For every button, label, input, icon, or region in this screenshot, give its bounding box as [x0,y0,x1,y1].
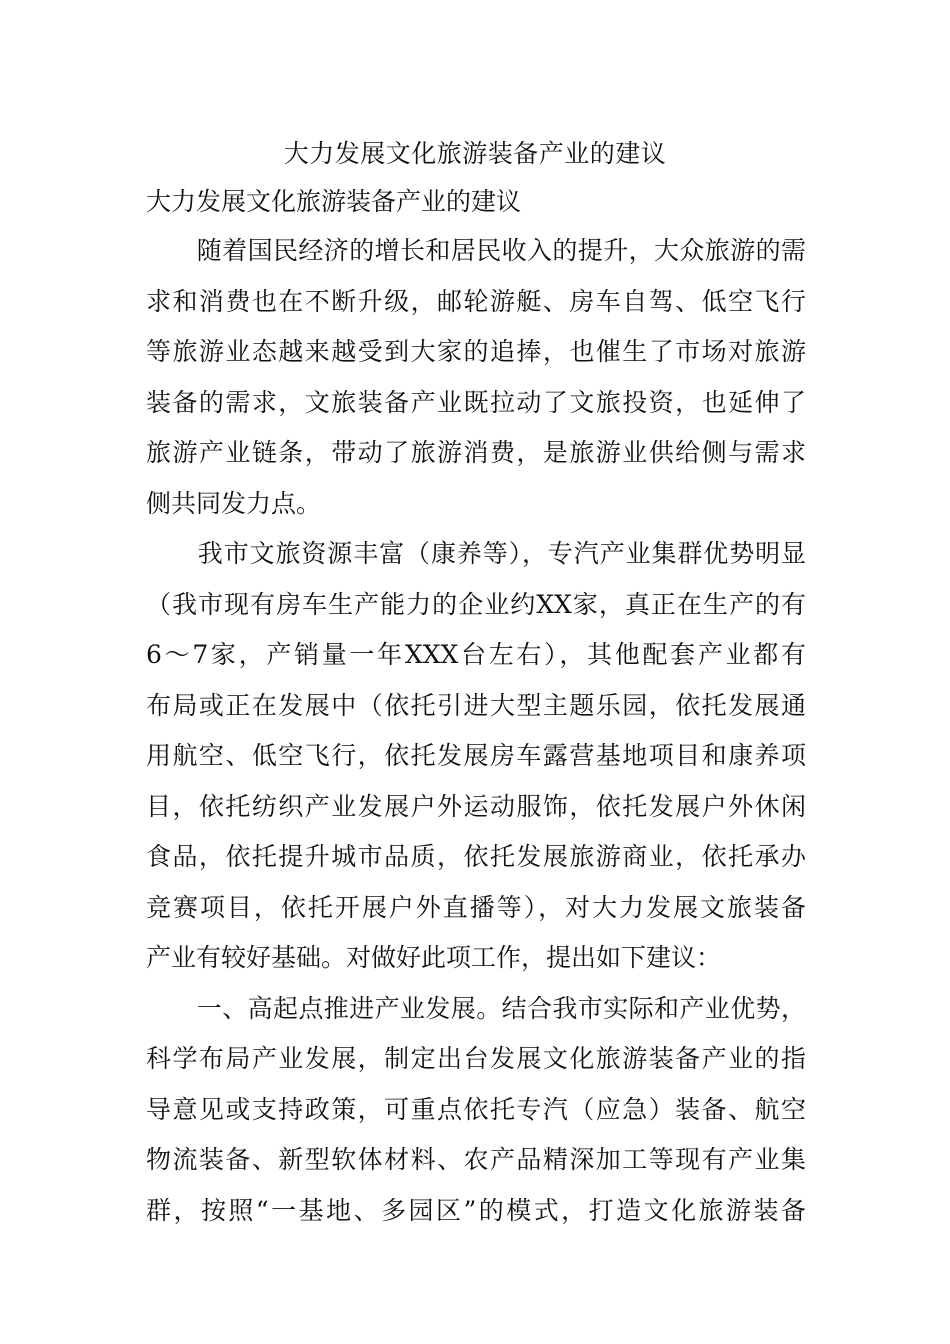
paragraph-line: （我市现有房车生产能力的企业约XX家，真正在生产的有 [146,589,806,619]
paragraph-line: 旅游产业链条，带动了旅游消费，是旅游业供给侧与需求 [146,438,806,467]
paragraph-line: 装备的需求，文旅装备产业既拉动了文旅投资，也延伸了 [146,387,806,417]
paragraph-line: 竞赛项目，依托开展户外直播等），对大力发展文旅装备 [146,892,806,922]
paragraph-line: 求和消费也在不断升级，邮轮游艇、房车自驾、低空飞行 [146,286,806,316]
paragraph-line: 群，按照“一基地、多园区”的模式，打造文化旅游装备 [146,1195,806,1225]
paragraph-line: 目，依托纺织产业发展户外运动服饰，依托发展户外休闲 [146,791,806,821]
paragraph-line: 物流装备、新型软体材料、农产品精深加工等现有产业集 [146,1145,806,1174]
paragraph-line: 等旅游业态越来越受到大家的追捧，也催生了市场对旅游 [146,337,806,366]
document-body [146,178,806,1236]
paragraph-line: 导意见或支持政策，可重点依托专汽（应急）装备、航空 [146,1094,806,1124]
paragraph-line: 布局或正在发展中（依托引进大型主题乐园，依托发展通 [146,690,806,720]
paragraph-line: 科学布局产业发展，制定出台发展文化旅游装备产业的指 [146,1044,806,1073]
paragraph-line: 随着国民经济的增长和居民收入的提升，大众旅游的需 [146,236,806,265]
paragraph [146,226,806,529]
paragraph-line: 6～7家，产销量一年XXX台左右），其他配套产业都有 [146,640,806,669]
paragraph [146,529,806,984]
paragraph-line: 我市文旅资源丰富（康养等），专汽产业集群优势明显 [146,539,806,568]
paragraph [146,984,806,1237]
paragraph-line: 一、高起点推进产业发展。结合我市实际和产业优势， [146,993,806,1023]
paragraph-line: 用航空、低空飞行，依托发展房车露营基地项目和康养项 [146,741,806,770]
document-title: 大力发展文化旅游装备产业的建议 [283,139,667,168]
paragraph-line: 侧共同发力点。 [146,488,322,518]
paragraph-line: 产业有较好基础。对做好此项工作，提出如下建议： [146,943,722,972]
document-subtitle: 大力发展文化旅游装备产业的建议 [146,187,522,216]
paragraph-line: 食品，依托提升城市品质，依托发展旅游商业，依托承办 [146,842,806,871]
